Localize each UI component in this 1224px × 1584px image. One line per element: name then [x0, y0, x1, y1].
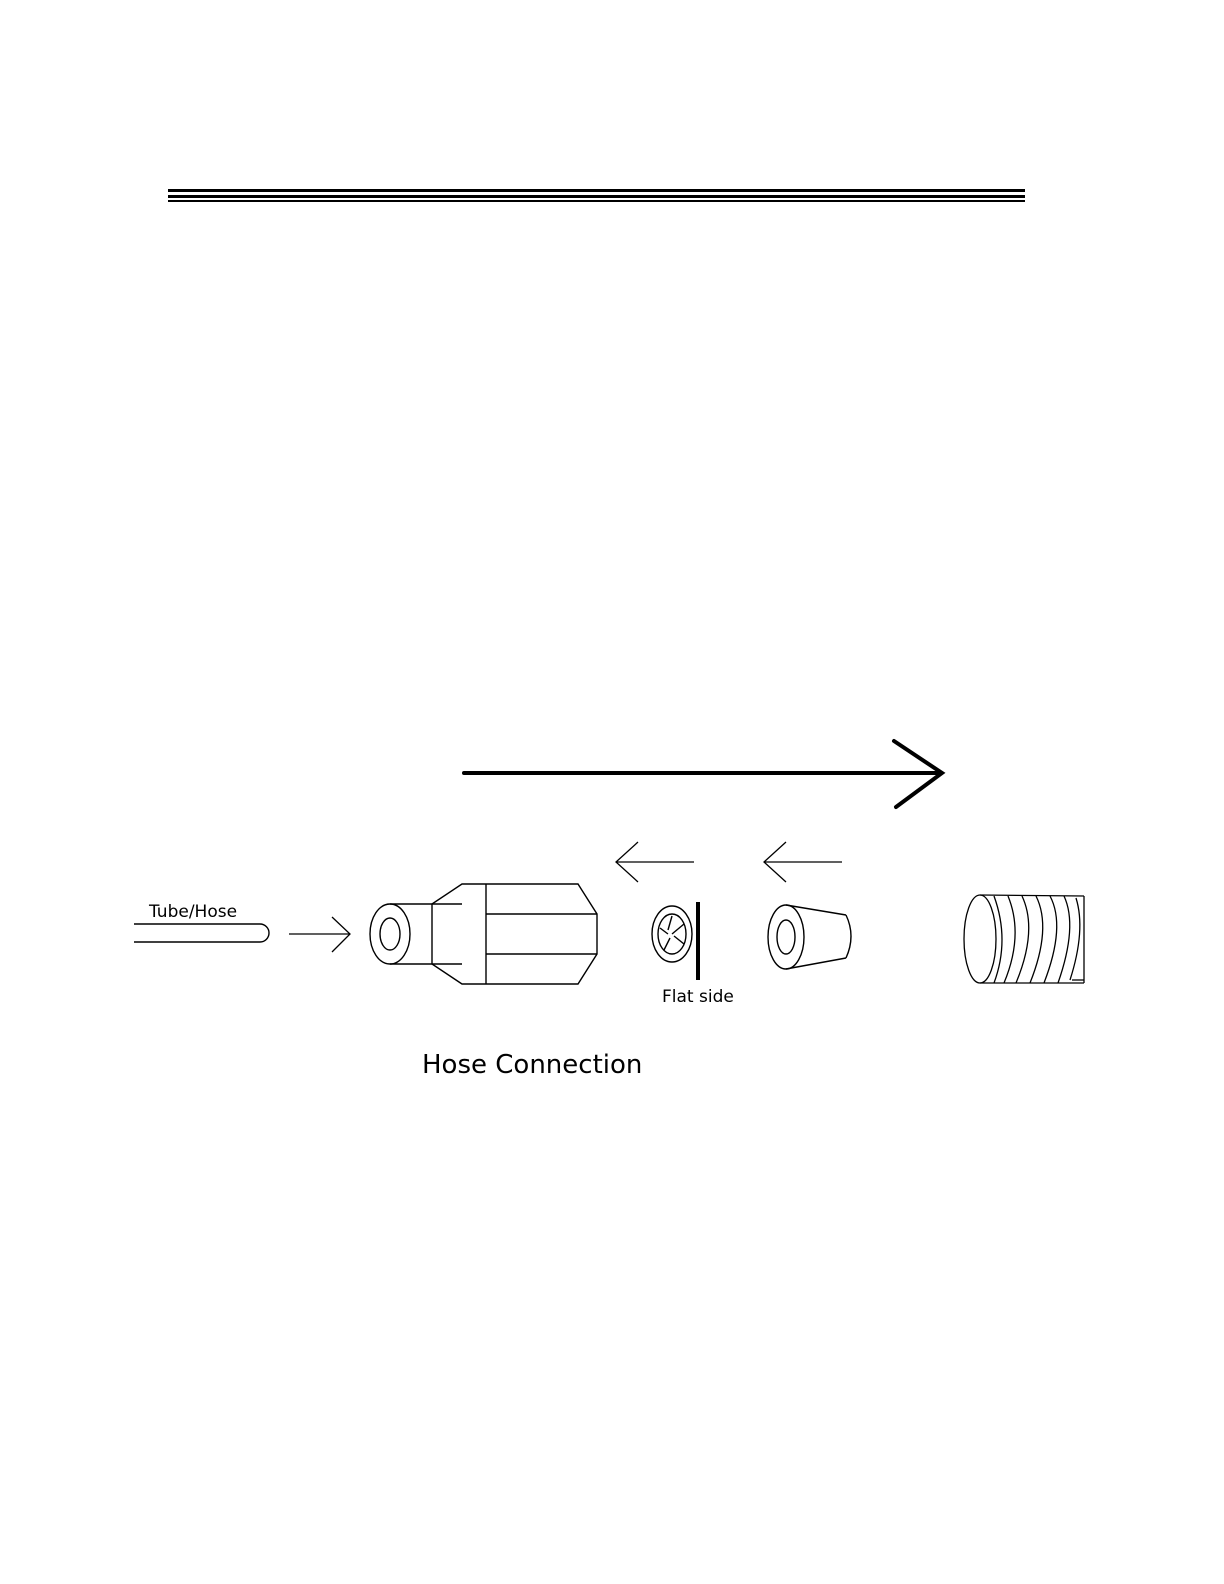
- tube-hose-label: Tube/Hose: [149, 902, 238, 922]
- hex-fitting: [370, 884, 597, 984]
- assembly-direction-arrow: [464, 741, 942, 807]
- threaded-nut: [964, 895, 1084, 983]
- diagram-title: Hose Connection: [422, 1050, 643, 1080]
- tube-hose: [134, 924, 269, 942]
- ferrule-washer: [652, 906, 692, 962]
- small-arrow-right: [289, 917, 350, 952]
- compression-cone: [768, 905, 851, 969]
- small-arrow-left-1: [616, 842, 694, 882]
- small-arrow-left-2: [764, 842, 842, 882]
- flat-side-label: Flat side: [662, 987, 734, 1007]
